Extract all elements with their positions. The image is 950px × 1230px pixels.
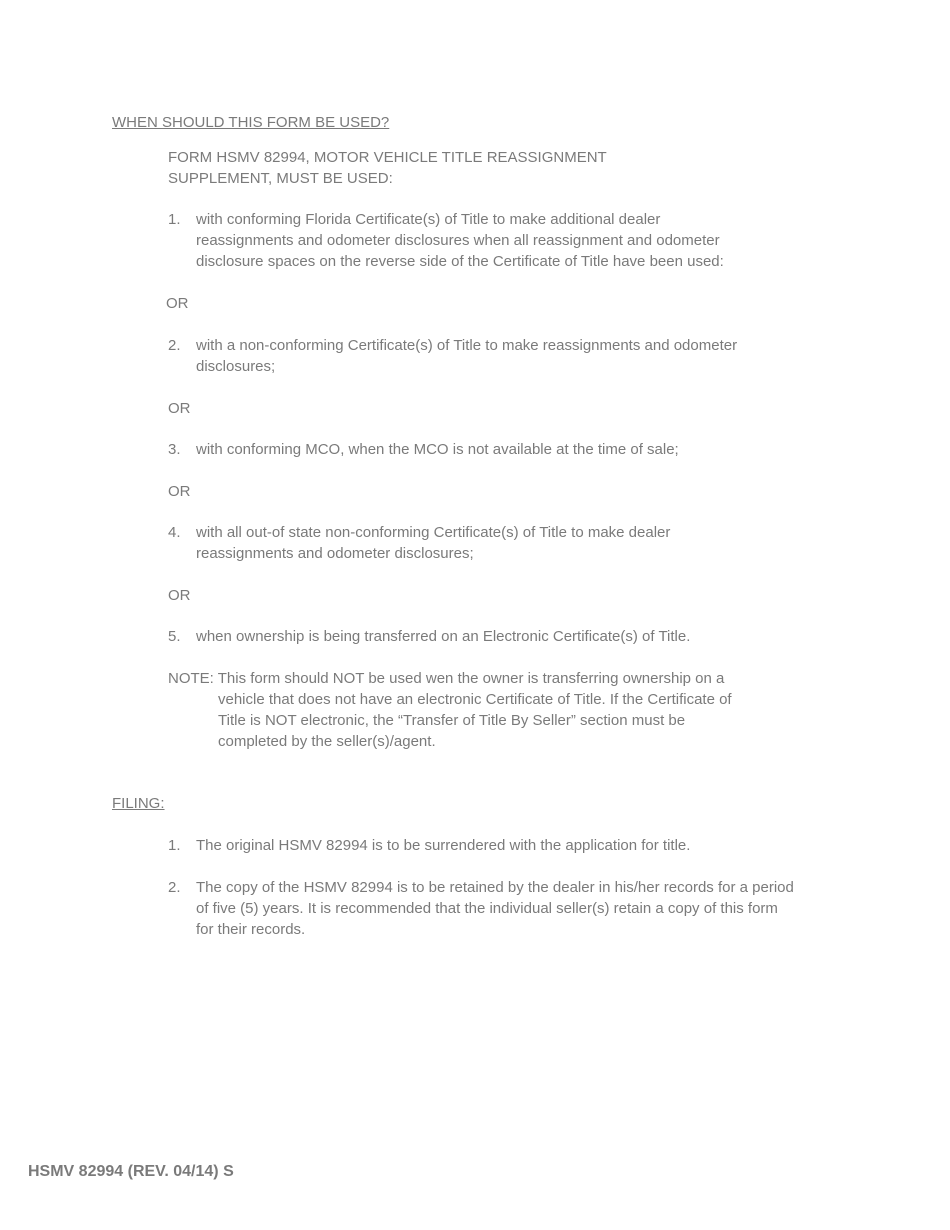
filing-list-item	[168, 877, 798, 940]
or-separator: OR	[168, 587, 191, 604]
form-id-footer: HSMV 82994 (REV. 04/14) S	[28, 1163, 234, 1180]
usage-list-item	[168, 439, 798, 460]
usage-list-item	[168, 209, 748, 272]
item-number: 5.	[168, 628, 181, 645]
or-separator: OR	[168, 483, 191, 500]
item-text: with all out-of state non-conforming Certificate(s) of Title to make dealer reassignments and odometer disclosures;	[196, 524, 671, 562]
item-number: 3.	[168, 441, 181, 458]
usage-list-item	[168, 626, 798, 647]
usage-list-item	[168, 335, 778, 377]
item-text: with conforming MCO, when the MCO is not available at the time of sale;	[196, 441, 679, 458]
item-text: The copy of the HSMV 82994 is to be retained by the dealer in his/her records for a period of five (5) years. It is recommended that the individual seller(s) retain a copy of this form for their records.	[196, 879, 794, 938]
item-text: with conforming Florida Certificate(s) of Title to make additional dealer reassignments and odometer disclosures when all reassignment and odometer disclosure spaces on the reverse side of the Certificate of Title have been used:	[196, 211, 724, 270]
usage-list-item	[168, 522, 728, 564]
filing-list-item	[168, 835, 798, 856]
filing-heading: FILING:	[112, 795, 165, 812]
or-separator: OR	[168, 400, 191, 417]
item-number: 4.	[168, 524, 181, 541]
item-number: 2.	[168, 337, 181, 354]
item-number: 1.	[168, 211, 181, 228]
item-number: 1.	[168, 837, 181, 854]
usage-intro: FORM HSMV 82994, MOTOR VEHICLE TITLE REASSIGNMENT SUPPLEMENT, MUST BE USED:	[168, 149, 607, 187]
usage-note: NOTE: This form should NOT be used wen the owner is transferring ownership on a vehicle that does not have an electronic Certificate of Title. If the Certificate of Title is NOT electronic, the “Transfer of Title By Seller” section must be completed by the seller(s)/agent.	[168, 670, 732, 750]
usage-heading: WHEN SHOULD THIS FORM BE USED?	[112, 114, 390, 131]
item-text: The original HSMV 82994 is to be surrendered with the application for title.	[196, 837, 691, 854]
item-text: when ownership is being transferred on an Electronic Certificate(s) of Title.	[196, 628, 691, 645]
item-number: 2.	[168, 879, 181, 896]
item-text: with a non-conforming Certificate(s) of Title to make reassignments and odometer disclosures;	[196, 337, 738, 375]
or-separator: OR	[166, 295, 189, 312]
